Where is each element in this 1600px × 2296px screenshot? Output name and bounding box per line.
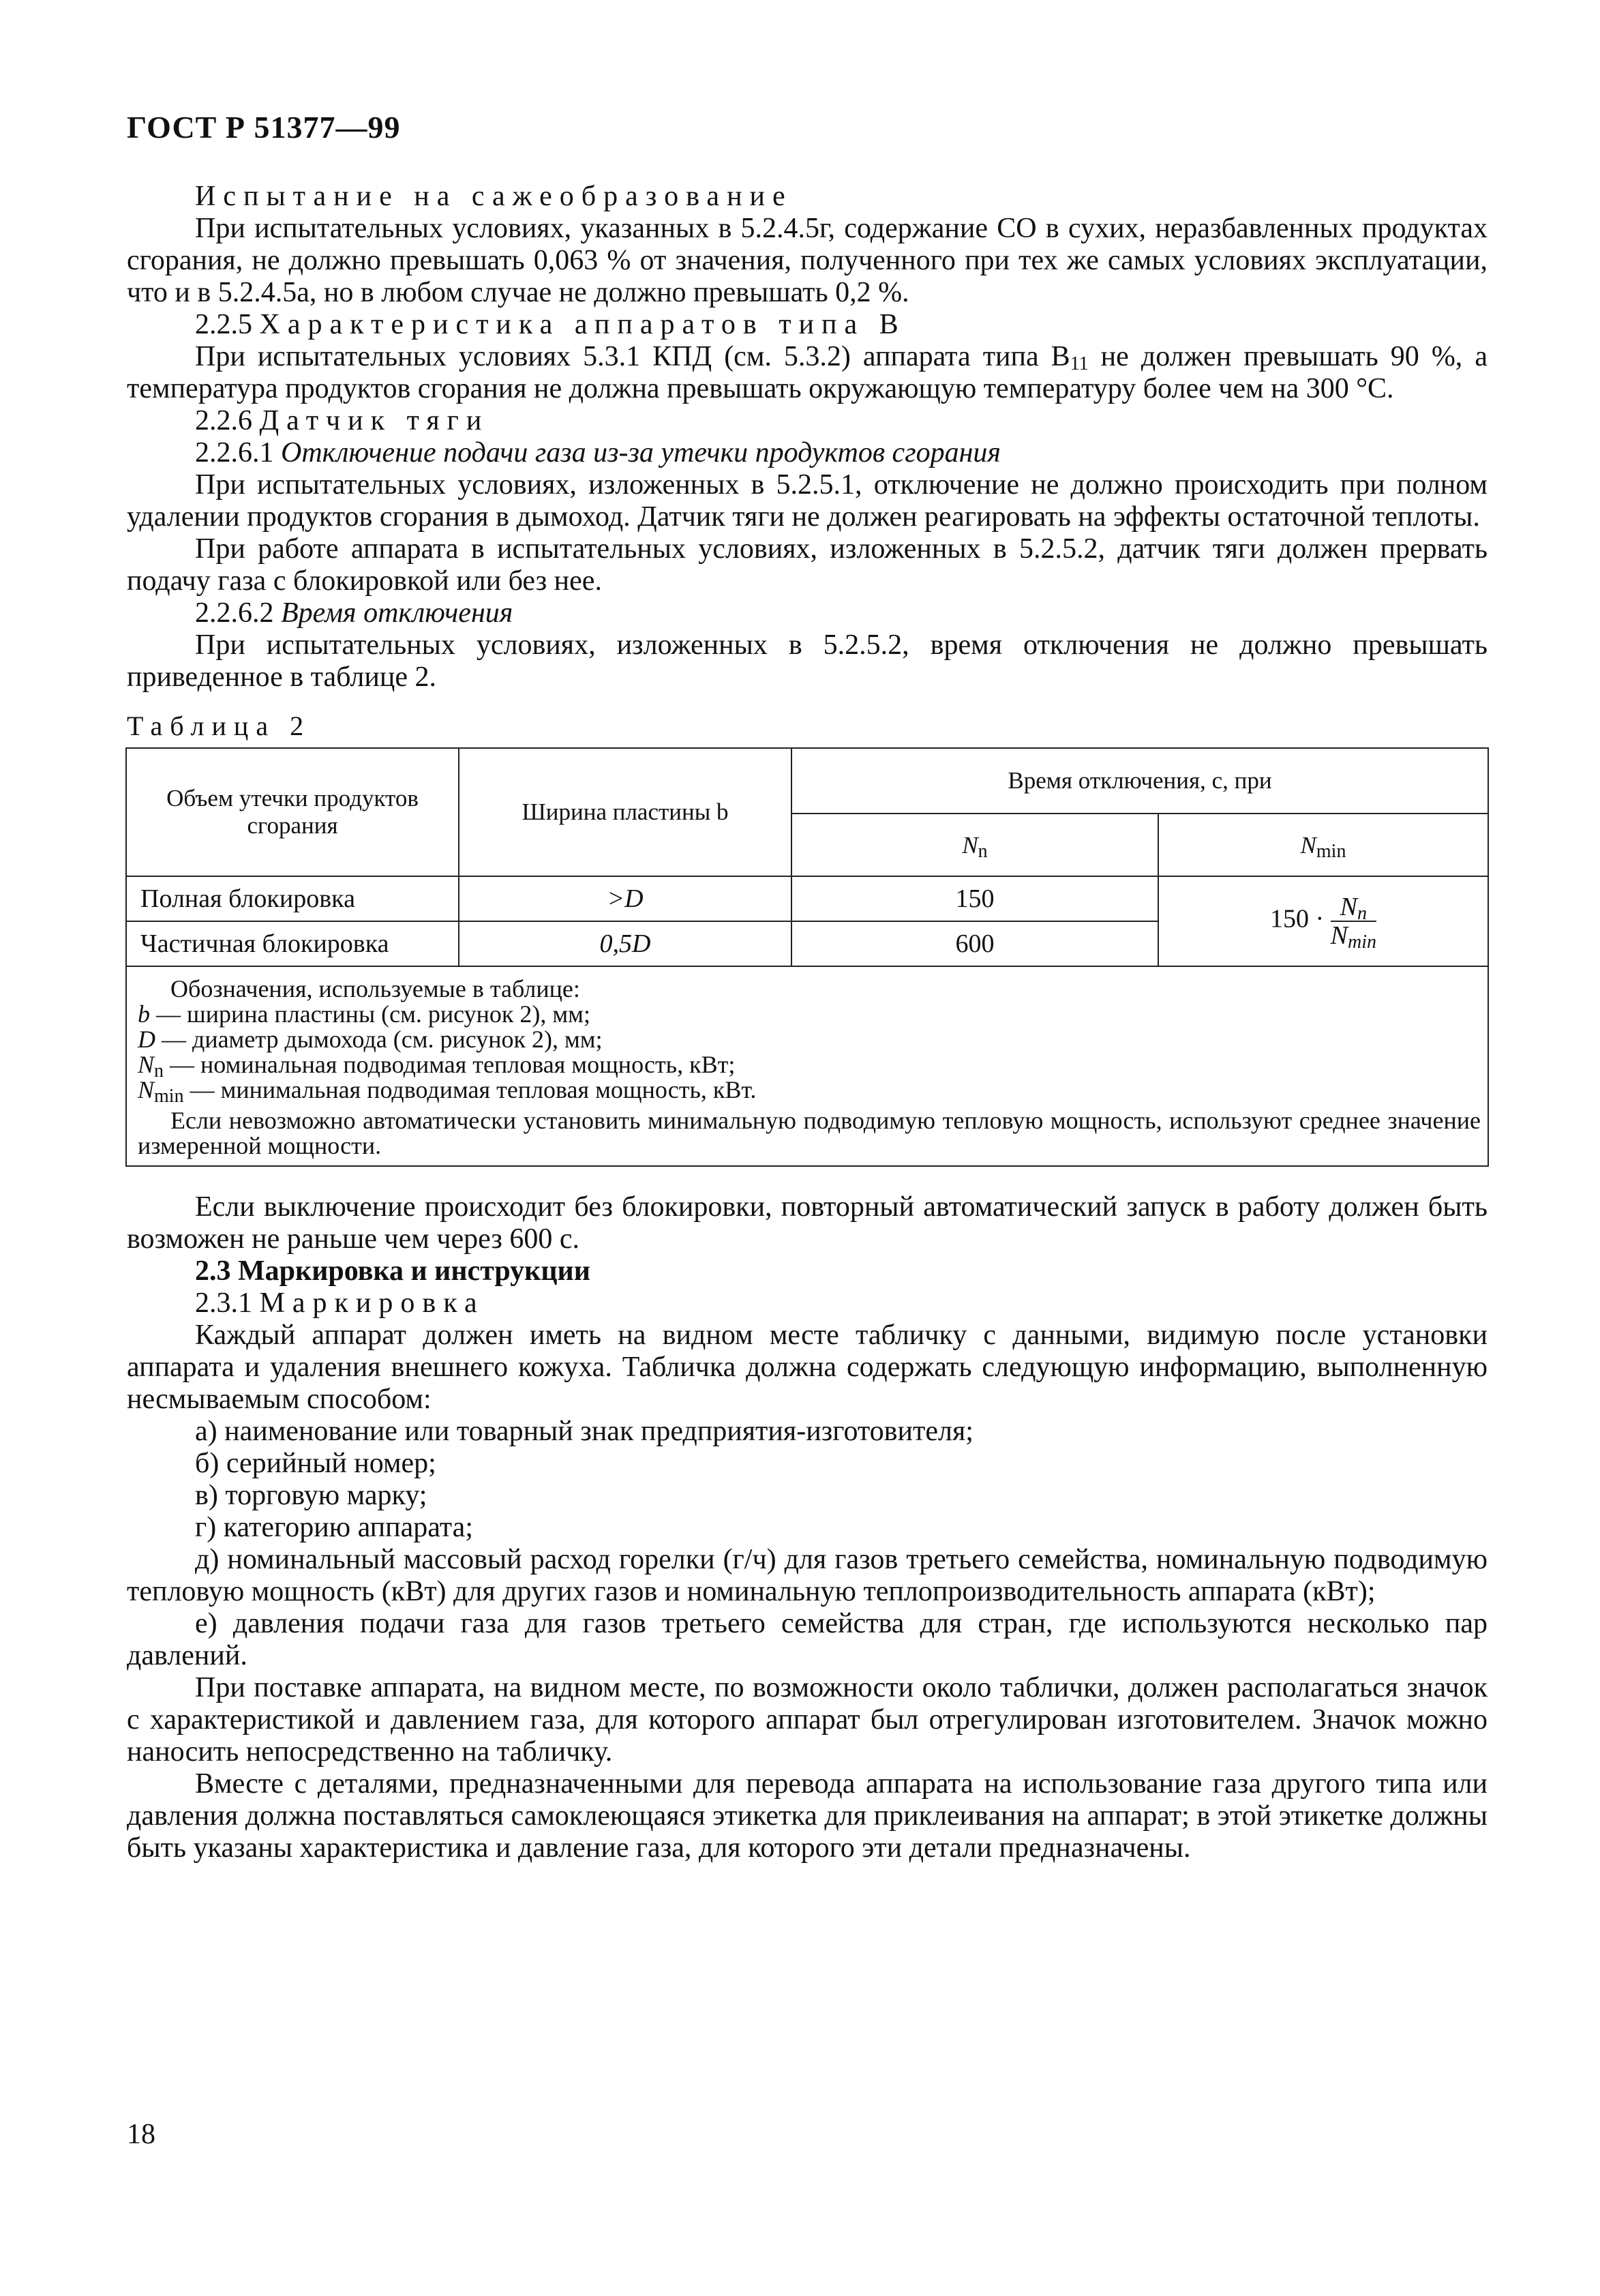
symbol: N — [138, 1076, 155, 1103]
table-header-time: Время отключения, с, при — [791, 748, 1488, 814]
list-item: в) торговую марку; — [195, 1480, 427, 1511]
section-2-2-6-2-heading — [127, 597, 1488, 629]
symbol: N — [1330, 921, 1348, 950]
fraction-numerator — [1331, 893, 1376, 922]
subscript: n — [154, 1060, 164, 1082]
text-fragment: не должен превышать 90 %, а температура продуктов сгорания не должна превышать окружающую температуру более чем на 300 °С. — [127, 341, 1488, 404]
list-item: е) давления подачи газа для газов третьего семейства для стран, где используются несколько пар давлений. — [127, 1608, 1488, 1671]
subscript: 11 — [1070, 353, 1089, 374]
section-number: 2.3.1 — [195, 1287, 252, 1319]
soot-text: При испытательных условиях, указанных в 5.2.4.5г, содержание СО в сухих, неразбавленных продуктах сгорания, не должно превышать 0,063 % от значения, полученного при тех же самых условиях эксплуатации, что и в 5.2.4.5а, но в любом случае не должно превышать 0,2 %. — [127, 213, 1488, 308]
notes-extra: Если невозможно автоматически установить минимальную подводимую тепловую мощность, используют среднее значение измеренной мощности. — [138, 1107, 1481, 1159]
list-item: г) категорию аппарата; — [195, 1512, 473, 1543]
note-item — [138, 1027, 1481, 1052]
table-header-leak: Объем утечки продуктов сгорания — [126, 748, 459, 876]
formula-coefficient: 150 · — [1269, 904, 1325, 934]
section-title: Маркировка — [259, 1287, 485, 1319]
table-cell-width: 0,5D — [459, 921, 791, 966]
section-2-2-6-1-para-1: При испытательных условиях, изложенных в 5.2.5.1, отключение не должно происходить при полном удалении продуктов сгорания в дымоход. Датчик тяги не должен реагировать на эффекты остаточной теплоты. — [127, 469, 1488, 533]
section-2-2-6-1-para-2: При работе аппарата в испытательных условиях, изложенных в 5.2.5.2, датчик тяги должен прервать подачу газа с блокировкой или без нее. — [127, 533, 1488, 597]
note-text: — ширина пластины (см. рисунок 2), мм; — [150, 1000, 590, 1028]
table-row — [126, 876, 1488, 921]
symbol: D — [138, 1026, 155, 1053]
formula-fraction — [1330, 893, 1376, 953]
symbol: b — [138, 1000, 150, 1028]
section-number: 2.2.5 — [195, 309, 252, 340]
section-2-2-6-heading — [127, 405, 1488, 437]
section-2-2-6-2-text: При испытательных условиях, изложенных в 5.2.5.2, время отключения не должно превышать приведенное в таблице 2. — [127, 629, 1488, 693]
table-header-width — [459, 748, 791, 876]
table-notes — [126, 966, 1488, 1166]
note-text: — минимальная подводимая тепловая мощность, кВт. — [183, 1076, 757, 1103]
section-2-2-5-text — [127, 341, 1488, 405]
table-2 — [125, 747, 1489, 1167]
table-cell-time: 600 — [791, 921, 1158, 966]
table-cell-time: 150 — [791, 876, 1158, 921]
parts-paragraph: Вместе с деталями, предназначенными для перевода аппарата на использование газа другого типа или давления должна поставляться самоклеющаяся этикетка для приклеивания на аппарат; в этой этикетке должны быть указаны характеристика и давление газа, для которого эти детали предназначены. — [127, 1768, 1488, 1864]
soot-heading: Испытание на сажеобразование — [195, 181, 793, 212]
table-caption: Таблица 2 — [127, 711, 312, 741]
section-2-2-5-heading — [127, 309, 1488, 341]
table-subheader-nmin — [1158, 814, 1488, 876]
subscript: n — [978, 840, 988, 862]
table-cell-name: Полная блокировка — [126, 876, 459, 921]
symbol: N — [138, 1051, 155, 1078]
subscript: min — [154, 1086, 184, 1107]
symbol: N — [1340, 893, 1357, 921]
subscript: n — [1357, 903, 1367, 924]
fraction-denominator — [1330, 921, 1376, 953]
note-text: — номинальная подводимая тепловая мощность, кВт; — [164, 1051, 736, 1078]
delivery-paragraph: При поставке аппарата, на видном месте, по возможности около таблички, должен располагаться значок с характеристикой и давлением газа, для которого аппарат был отрегулирован изготовителем. Значок можно наносить непосредственно на табличку. — [127, 1672, 1488, 1768]
section-title: Характеристика аппаратов типа В — [259, 309, 906, 340]
table-cell-width: >D — [459, 876, 791, 921]
section-2-3-heading: 2.3 Маркировка и инструкции — [195, 1255, 590, 1287]
page-number: 18 — [127, 2119, 155, 2150]
section-title: Датчик тяги — [259, 405, 489, 436]
table-cell-formula — [1158, 876, 1488, 966]
note-item — [138, 1002, 1481, 1027]
section-2-3-1-heading — [127, 1287, 1488, 1320]
restart-text: Если выключение происходит без блокировки, повторный автоматический запуск в работу должен быть возможен не раньше чем через 600 с. — [127, 1191, 1488, 1255]
list-item: а) наименование или товарный знак предприятия-изготовителя; — [195, 1416, 973, 1447]
note-item — [138, 1051, 1481, 1082]
note-item — [138, 1076, 1481, 1107]
text-fragment: При испытательных условиях 5.3.1 КПД (см. 5.3.2) аппарата типа В — [195, 341, 1070, 372]
list-item: д) номинальный массовый расход горелки (г/ч) для газов третьего семейства, номинальную подводимую тепловую мощность (кВт) для других газов и номинальную теплопроизводительность аппарата (кВт); — [127, 1544, 1488, 1607]
header-text: Ширина пластины b — [522, 799, 729, 825]
section-2-3-1-text: Каждый аппарат должен иметь на видном месте табличку с данными, видимую после установки аппарата и удаления внешнего кожуха. Табличка должна содержать следующую информацию, выполненную несмываемым способом: — [127, 1320, 1488, 1415]
section-title: Отключение подачи газа из-за утечки продуктов сгорания — [281, 437, 1001, 468]
note-text: — диаметр дымохода (см. рисунок 2), мм; — [155, 1026, 603, 1053]
section-number: 2.2.6 — [195, 405, 252, 436]
table-subheader-nn — [791, 814, 1158, 876]
document-header: ГОСТ Р 51377—99 — [127, 110, 401, 145]
table-cell-name: Частичная блокировка — [126, 921, 459, 966]
section-number: 2.2.6.1 — [195, 437, 274, 468]
list-item: б) серийный номер; — [195, 1448, 436, 1479]
subscript: min — [1348, 931, 1376, 953]
symbol: N — [962, 831, 978, 859]
section-number: 2.2.6.2 — [195, 597, 274, 629]
section-title: Время отключения — [281, 597, 513, 629]
notes-title: Обозначения, используемые в таблице: — [170, 975, 580, 1002]
symbol: N — [1300, 831, 1316, 859]
subscript: min — [1316, 840, 1346, 862]
section-2-2-6-1-heading — [127, 437, 1488, 469]
document-body — [127, 181, 1488, 1864]
